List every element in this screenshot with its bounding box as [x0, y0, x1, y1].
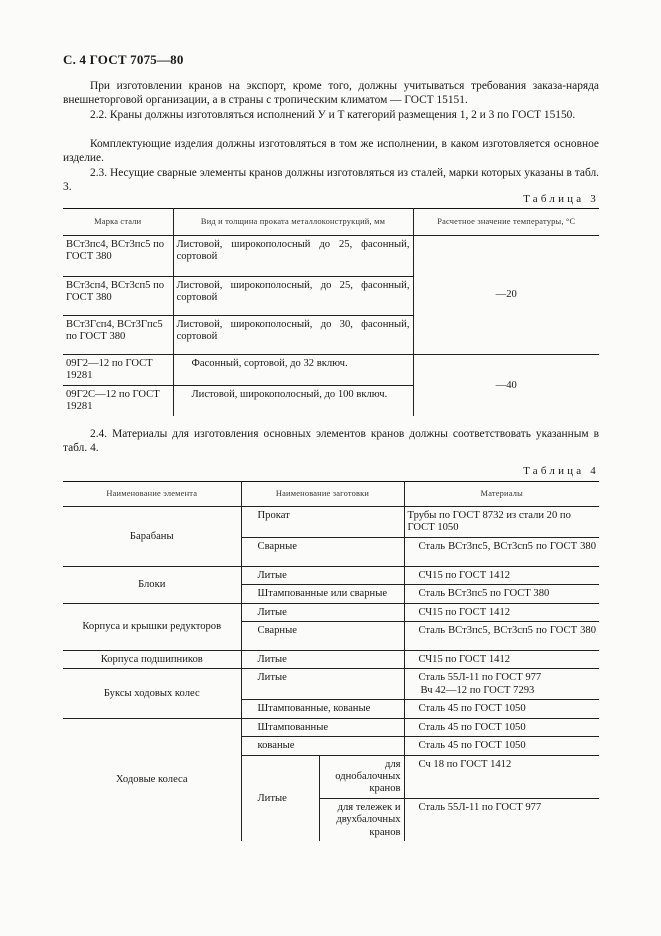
table-4-blank-cell: Сварные: [241, 622, 404, 651]
table-4-header-element: Наименование элемента: [63, 482, 241, 507]
table-4-material-cell: [404, 669, 599, 700]
table-4-blank-cell: Литые: [241, 566, 404, 584]
table-4-element-cell: Корпуса подшипников: [63, 651, 241, 669]
table-4-material-cell: СЧ15 по ГОСТ 1412: [404, 566, 599, 584]
table-4-element-cell: Барабаны: [63, 507, 241, 567]
table-4-material-cell: Сталь 45 по ГОСТ 1050: [404, 718, 599, 736]
paragraph-2-2: 2.2. Краны должны изготовляться исполнений У и Т категорий размещения 1, 2 и 3 по ГОСТ 15150.: [90, 109, 576, 121]
table-4-blank-cell: Штампованные или сварные: [241, 585, 404, 603]
table-3-header-grade: Марка стали: [63, 209, 173, 236]
table-4-blank-cell: Литые: [241, 669, 404, 700]
page-header: С. 4 ГОСТ 7075—80: [63, 52, 184, 67]
table-4-header-materials: Материалы: [404, 482, 599, 507]
table-3-type-cell: Листовой, широкополосный до 25, фасонный, сортовой: [173, 236, 413, 277]
table-3-type-cell: Листовой, широкополосный, до 100 включ.: [173, 385, 413, 415]
table-4-material-cell: Сч 18 по ГОСТ 1412: [404, 755, 599, 798]
table-3-header-temp: Расчетное значение температуры, °С: [413, 209, 599, 236]
table-3-caption: Таблица 3: [523, 193, 599, 205]
table-4-blank-cell: Прокат: [241, 507, 404, 538]
table-4-material-cell: Сталь ВСт3пс5, ВСт3сп5 по ГОСТ 380: [404, 537, 599, 566]
table-4-material-cell: Сталь 55Л-11 по ГОСТ 977: [418, 801, 542, 813]
table-4-blank-cell: Литые: [241, 603, 404, 621]
table-4-subblank-cell: для тележек и двухбалочных кранов: [319, 798, 404, 841]
table-4-material-cell: Сталь 45 по ГОСТ 1050: [404, 737, 599, 755]
table-4-caption: Таблица 4: [523, 465, 599, 477]
table-4-material-line: Вч 42—12 по ГОСТ 7293: [420, 684, 535, 696]
table-3: [63, 208, 599, 416]
paragraph-components: Комплектующие изделия должны изготовляться в том же исполнении, в каком изготовляется основное изделие.: [63, 138, 599, 165]
paragraph-export: При изготовлении кранов на экспорт, кроме того, должны учитываться требования заказа-наряда внешнеторговой организации, а в страны с тропическим климатом — ГОСТ 15151.: [63, 80, 599, 107]
table-3-grade-cell: 09Г2С—12 по ГОСТ 19281: [63, 385, 173, 415]
table-4-subblank-cell: для однобалочных кранов: [319, 755, 404, 798]
table-4-blank-cell: Штампованные: [241, 718, 404, 736]
table-3-header-type: Вид и толщина проката металлоконструкций, мм: [173, 209, 413, 236]
table-3-grade-cell: ВСт3Гсп4, ВСт3Гпс5 по ГОСТ 380: [63, 316, 173, 355]
table-4-element-cell: Ходовые колеса: [63, 718, 241, 841]
table-3-temp-cell: —20: [413, 236, 599, 355]
table-4-material-cell: СЧ15 по ГОСТ 1412: [404, 603, 599, 621]
paragraph-2-4: 2.4. Материалы для изготовления основных элементов кранов должны соответствовать указанным в табл. 4.: [63, 428, 599, 455]
table-3-type-cell: Листовой, широкополосный, до 30, фасонный, сортовой: [173, 316, 413, 355]
table-4-element-cell: Буксы ходовых колес: [63, 669, 241, 718]
table-4-blank-cell: Сварные: [241, 537, 404, 566]
table-4-blank-cell: кованые: [241, 737, 404, 755]
table-3-type-cell: Фасонный, сортовой, до 32 включ.: [173, 355, 413, 386]
table-4-element-cell: Корпуса и крышки редукторов: [63, 603, 241, 650]
paragraph-2-3: 2.3. Несущие сварные элементы кранов должны изготовляться из сталей, марки которых указаны в табл. 3.: [63, 167, 599, 194]
table-4: [63, 481, 599, 841]
table-4-blank-cell: Литые: [241, 651, 404, 669]
table-3-type-cell: Листовой, широкополосный, до 25, фасонный, сортовой: [173, 277, 413, 316]
table-4-blank-cell: Литые: [241, 755, 319, 841]
table-3-temp-cell: —40: [495, 379, 517, 391]
table-4-material-cell: Сталь 45 по ГОСТ 1050: [404, 700, 599, 718]
table-3-grade-cell: ВСт3сп4, ВСт3сп5 по ГОСТ 380: [63, 277, 173, 316]
table-3-grade-cell: ВСт3пс4, ВСт3пс5 по ГОСТ 380: [63, 236, 173, 277]
table-3-grade-cell: 09Г2—12 по ГОСТ 19281: [63, 355, 173, 386]
table-4-header-blank: Наименование заготовки: [241, 482, 404, 507]
table-4-material-line: Сталь 55Л-11 по ГОСТ 977: [418, 672, 542, 684]
table-4-material-cell: СЧ15 по ГОСТ 1412: [404, 651, 599, 669]
table-4-element-cell: Блоки: [63, 566, 241, 603]
table-4-material-cell: Трубы по ГОСТ 8732 из стали 20 по ГОСТ 1050: [404, 507, 599, 538]
table-4-blank-cell: Штампованные, кованые: [241, 700, 404, 718]
table-4-material-cell: Сталь ВСт3пс5 по ГОСТ 380: [404, 585, 599, 603]
table-4-material-cell: Сталь ВСт3пс5, ВСт3сп5 по ГОСТ 380: [404, 622, 599, 651]
